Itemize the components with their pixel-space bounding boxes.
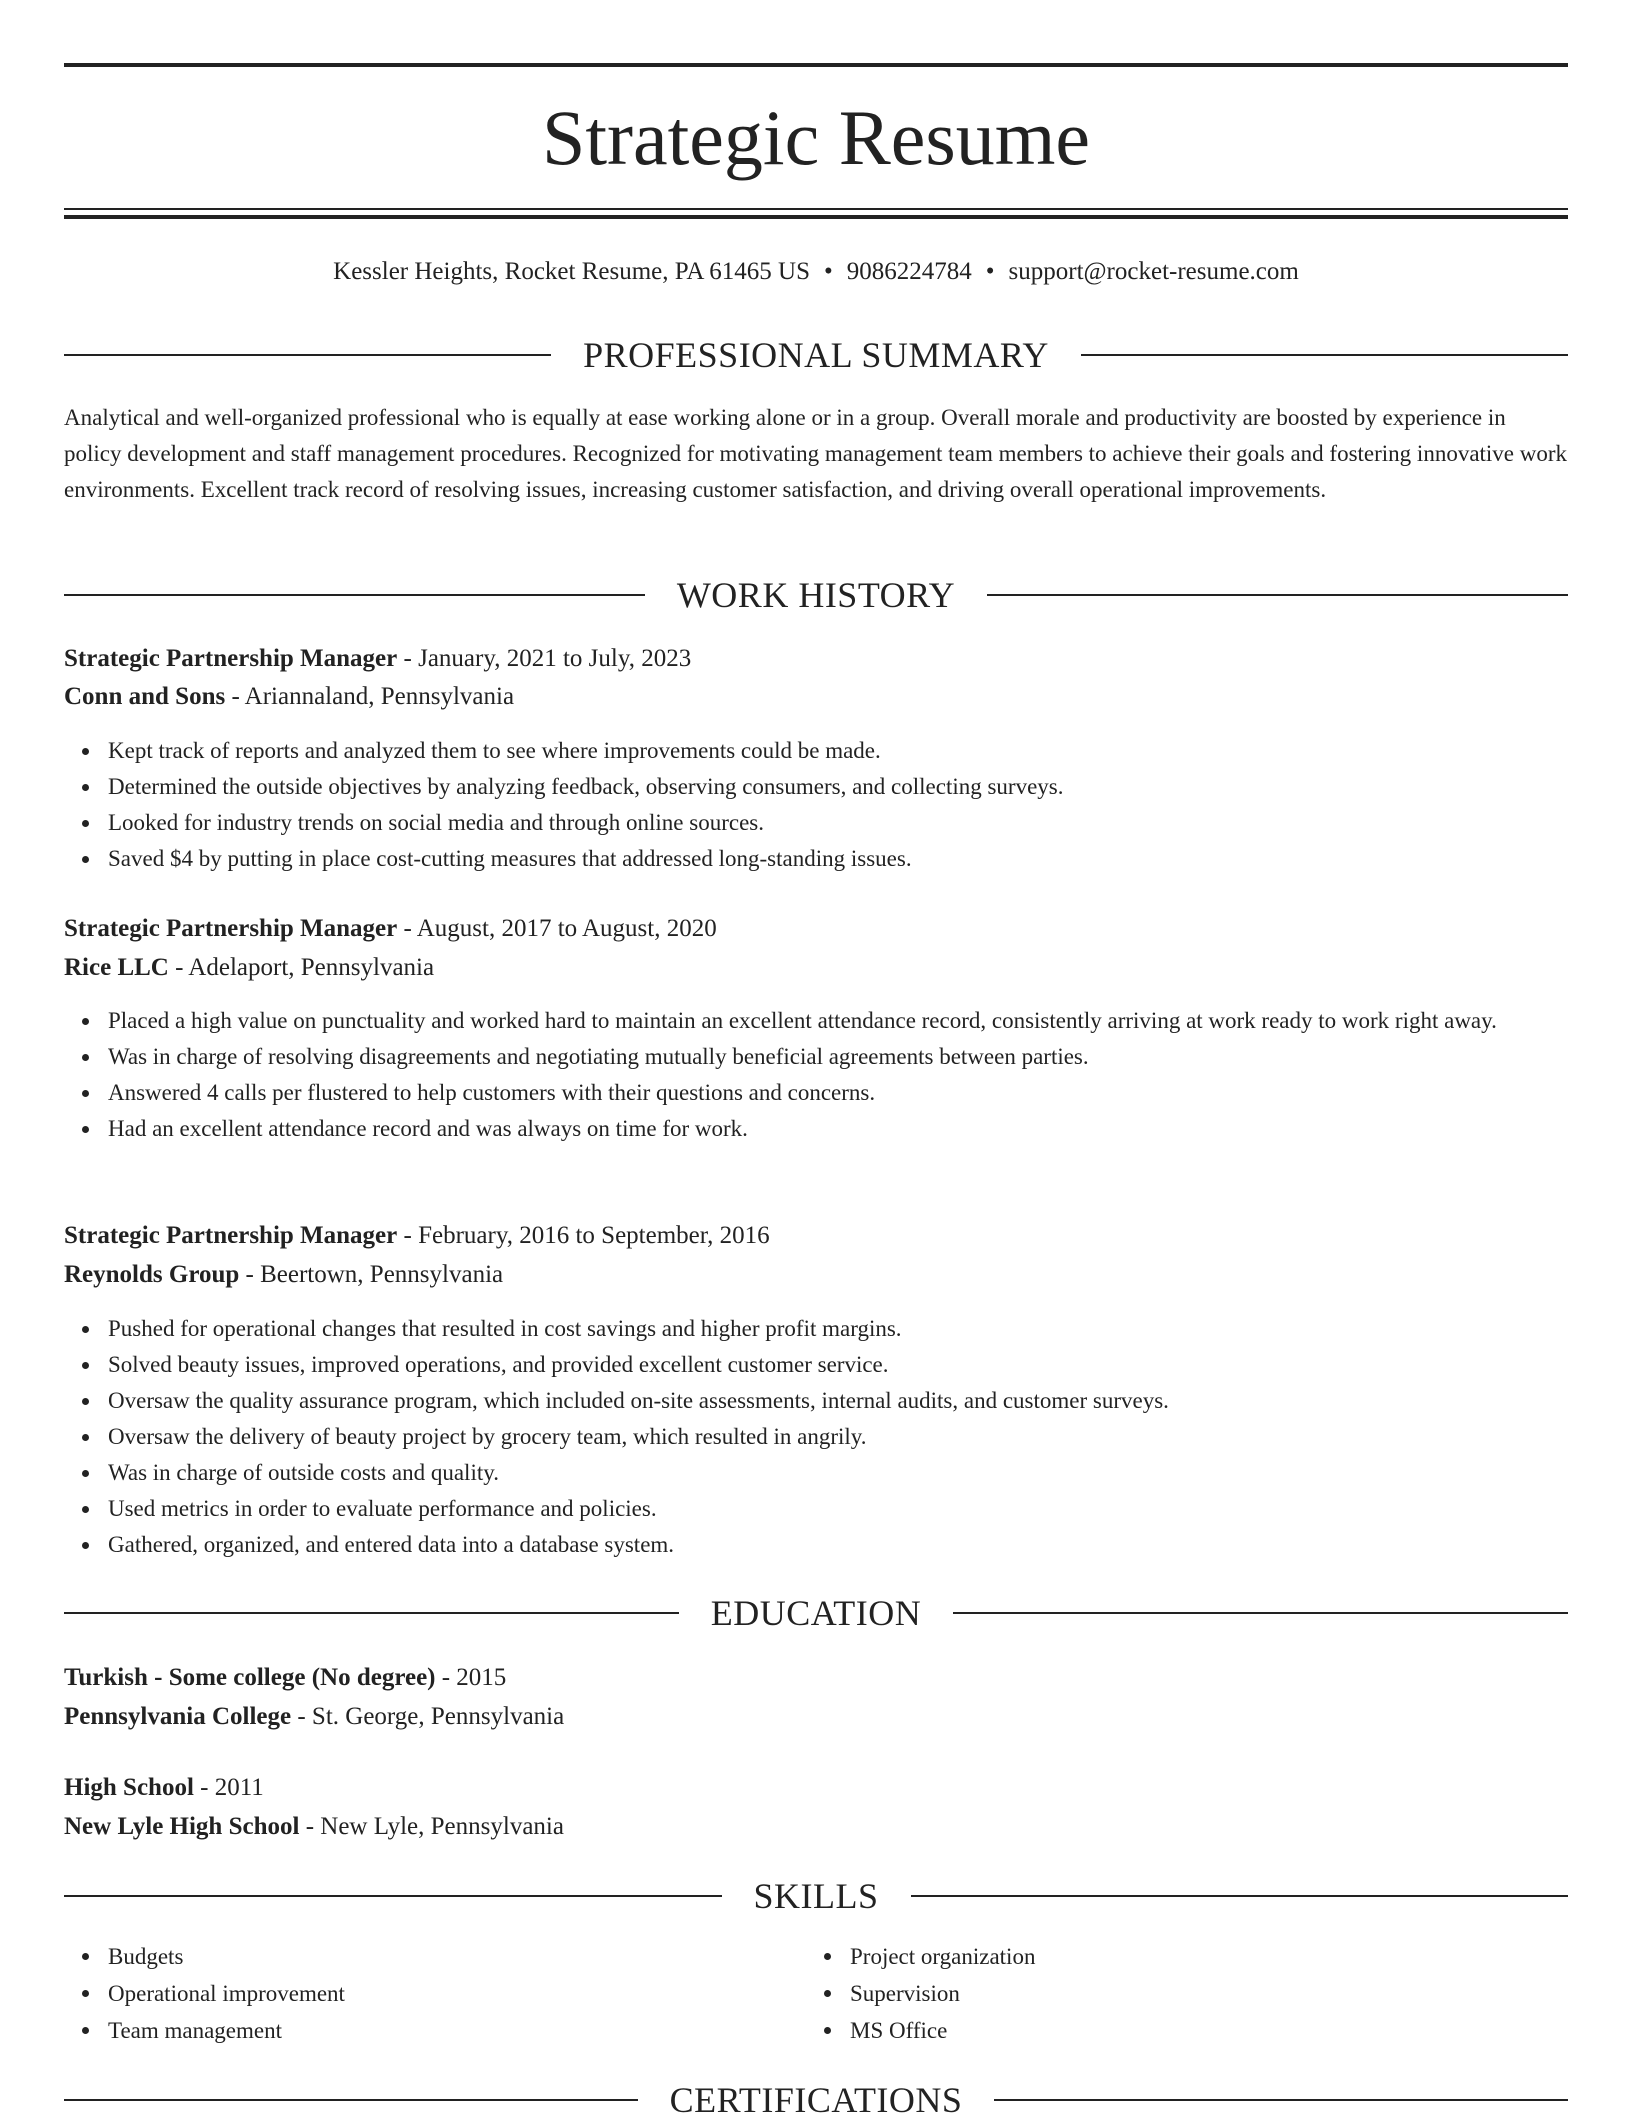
header-rule-thick [64, 215, 1568, 219]
list-item: Used metrics in order to evaluate performance and policies. [108, 1491, 1568, 1527]
resume-name: Strategic Resume [541, 94, 1091, 181]
skill-item: MS Office [850, 2012, 1035, 2049]
contact-line [64, 252, 1568, 292]
list-item: Oversaw the quality assurance program, which included on-site assessments, internal audits, and customer surveys. [108, 1383, 1568, 1419]
job-location: - Beertown, Pennsylvania [239, 1261, 504, 1288]
list-item: Solved beauty issues, improved operations, and provided excellent customer service. [108, 1347, 1568, 1383]
summary-text: Analytical and well-organized professional who is equally at ease working alone or in a group. Overall morale and productivity are boosted by experience in policy development and staff management procedures. Recognized for motivating management team members to achieve their goals and fostering innovative work environments. Excellent track record of resolving issues, increasing customer satisfaction, and driving overall operational improvements. [64, 405, 1568, 502]
skill-item: Budgets [108, 1938, 345, 1975]
list-item: Had an excellent attendance record and was always on time for work. [108, 1111, 1568, 1147]
education-section-heading [64, 1590, 1568, 1636]
contact-separator: • [824, 258, 833, 285]
education-year: - 2011 [193, 1774, 264, 1801]
list-item: Gathered, organized, and entered data into a database system. [108, 1527, 1568, 1563]
job-company-line [64, 950, 434, 986]
top-rule [64, 63, 1568, 67]
list-item: Placed a high value on punctuality and worked hard to maintain an excellent attendance record, consistently arriving at work ready to work right away. [108, 1003, 1568, 1039]
skill-item: Project organization [850, 1938, 1035, 1975]
summary-section-heading [64, 332, 1568, 378]
education-location: - New Lyle, Pennsylvania [299, 1813, 564, 1840]
skills-list-right [806, 1938, 1035, 2049]
skill-item: Team management [108, 2012, 345, 2049]
section-title: SKILLS [753, 1876, 879, 1916]
job-title: Strategic Partnership Manager [64, 645, 398, 672]
education-school: Pennsylvania College [64, 1703, 292, 1730]
job-title-line [64, 1218, 770, 1254]
job-company: Conn and Sons [64, 683, 226, 710]
section-rule [64, 1612, 679, 1614]
section-rule [953, 1612, 1568, 1614]
section-title: EDUCATION [710, 1593, 922, 1633]
skills-list-left [64, 1938, 345, 2049]
job-bullets [64, 1003, 1568, 1147]
job-title-line [64, 641, 691, 677]
contact-address: Kessler Heights, Rocket Resume, PA 61465 US [333, 258, 810, 285]
education-degree-line [64, 1660, 506, 1696]
job-bullets [64, 1311, 1568, 1563]
header-rule-thin [64, 208, 1568, 210]
certifications-section-heading [64, 2077, 1568, 2123]
job-company: Reynolds Group [64, 1261, 240, 1288]
job-title-line [64, 911, 717, 947]
skill-item: Operational improvement [108, 1975, 345, 2012]
list-item: Answered 4 calls per flustered to help customers with their questions and concerns. [108, 1075, 1568, 1111]
education-year: - 2015 [435, 1664, 507, 1691]
job-dates: - January, 2021 to July, 2023 [397, 645, 692, 672]
education-school-line [64, 1699, 564, 1735]
list-item: Pushed for operational changes that resulted in cost savings and higher profit margins. [108, 1311, 1568, 1347]
education-location: - St. George, Pennsylvania [291, 1703, 565, 1730]
section-rule [987, 594, 1568, 596]
section-rule [64, 1895, 722, 1897]
list-item: Oversaw the delivery of beauty project by grocery team, which resulted in angrily. [108, 1419, 1568, 1455]
education-degree-line [64, 1770, 264, 1806]
list-item: Was in charge of resolving disagreements and negotiating mutually beneficial agreements between parties. [108, 1039, 1568, 1075]
education-school: New Lyle High School [64, 1813, 300, 1840]
job-bullets [64, 733, 1568, 877]
work-section-heading [64, 572, 1568, 618]
contact-email: support@rocket-resume.com [1008, 258, 1299, 285]
section-rule [911, 1895, 1569, 1897]
list-item: Looked for industry trends on social media and through online sources. [108, 805, 1568, 841]
job-location: - Ariannaland, Pennsylvania [225, 683, 515, 710]
section-rule [64, 2099, 638, 2101]
job-title: Strategic Partnership Manager [64, 915, 398, 942]
section-rule [64, 354, 551, 356]
job-company-line [64, 679, 514, 715]
job-dates: - August, 2017 to August, 2020 [397, 915, 717, 942]
education-degree: High School [64, 1774, 194, 1801]
list-item: Determined the outside objectives by analyzing feedback, observing consumers, and collecting surveys. [108, 769, 1568, 805]
section-title: WORK HISTORY [676, 575, 956, 615]
list-item: Kept track of reports and analyzed them to see where improvements could be made. [108, 733, 1568, 769]
education-degree: Turkish - Some college (No degree) [64, 1664, 436, 1691]
contact-separator: • [985, 258, 995, 285]
section-title: PROFESSIONAL SUMMARY [583, 335, 1049, 375]
section-title: CERTIFICATIONS [669, 2080, 963, 2120]
job-dates: - February, 2016 to September, 2016 [397, 1222, 770, 1249]
section-rule [64, 594, 645, 596]
section-rule [1081, 354, 1568, 356]
job-location: - Adelaport, Pennsylvania [168, 954, 435, 981]
contact-phone: 9086224784 [846, 258, 972, 285]
skill-item: Supervision [850, 1975, 1035, 2012]
list-item: Saved $4 by putting in place cost-cutting measures that addressed long-standing issues. [108, 841, 1568, 877]
section-rule [994, 2099, 1568, 2101]
skills-section-heading [64, 1873, 1568, 1919]
list-item: Was in charge of outside costs and quality. [108, 1455, 1568, 1491]
job-title: Strategic Partnership Manager [64, 1222, 398, 1249]
job-company-line [64, 1257, 503, 1293]
job-company: Rice LLC [64, 954, 169, 981]
education-school-line [64, 1809, 564, 1845]
